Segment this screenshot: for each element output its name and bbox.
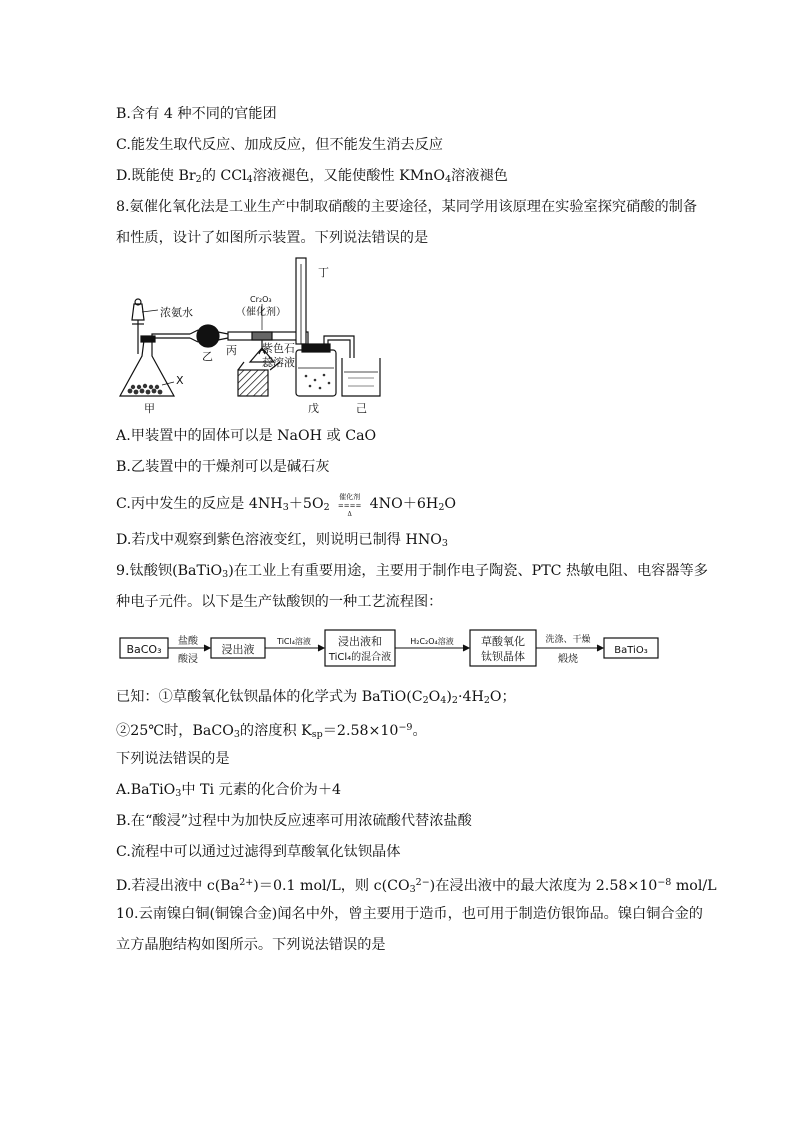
label-ammonia: 浓氨水	[160, 306, 193, 319]
q9-process-flowchart	[116, 628, 676, 674]
q9-option-b: B.在“酸浸”过程中为加快反应速率可用浓硫酸代替浓盐酸	[116, 813, 472, 829]
flow-arrow4-top: 洗涤、干燥	[545, 635, 591, 645]
flow-box-leachate: 浸出液	[221, 643, 255, 656]
flow-arrow1-top: 盐酸	[178, 636, 198, 647]
q7-option-b: B.含有 4 种不同的官能团	[116, 106, 277, 122]
q9-known-1: 已知：①草酸氧化钛钡晶体的化学式为 $BaTiO(C_2O_4)_2\cdot 4H_2O$；	[116, 689, 516, 706]
q9-stem-line1: 9.钛酸钡(BaTiO$_3$)在工业上有重要用途，主要用于制作电子陶瓷、PTC 热敏电阻、电容器等多	[116, 563, 708, 580]
q8-apparatus-diagram	[112, 254, 432, 416]
q9-option-d: D.若浸出液中 $c(Ba^{2+})=0.1$ mol/L，则 $c(CO_3^{2-})$在浸出液中的最大浓度为 $2.58\times 10^{-8}$ mol/L	[116, 877, 717, 895]
q9-option-c: C.流程中可以通过过滤得到草酸氧化钛钡晶体	[116, 844, 401, 860]
flow-box-mix-line1: 浸出液和	[338, 635, 382, 648]
q8-option-d: D.若戊中观察到紫色溶液变红，则说明已制得 $HNO_3$	[116, 532, 448, 549]
label-litmus-2: 蕊溶液	[262, 356, 295, 369]
q8-option-a: A.甲装置中的固体可以是 NaOH 或 CaO	[116, 428, 377, 444]
flow-box-crystal-line1: 草酸氧化	[481, 635, 525, 648]
label-x: X	[176, 374, 184, 387]
q10-stem-line1: 10.云南镍白铜(铜镍合金)闻名中外，曾主要用于造币，也可用于制造仿银饰品。镍白铜合金的	[116, 906, 703, 922]
q9-known-2: ②25℃时，BaCO$_3$的溶度积 $K_{sp}=2.58\times 10^{-9}$。	[116, 722, 427, 740]
q8-option-b: B.乙装置中的干燥剂可以是碱石灰	[116, 459, 330, 475]
flow-box-baco3: BaCO₃	[126, 643, 162, 656]
flow-box-crystal-line2: 钛钡晶体	[481, 650, 525, 663]
flow-arrow4-bottom: 煅烧	[558, 654, 578, 665]
label-catalyst: Cr₂O₃	[250, 295, 272, 304]
q8-stem-line1: 8.氨催化氧化法是工业生产中制取硝酸的主要途径，某同学用该原理在实验室探究硝酸的制备	[116, 199, 698, 215]
q9-option-a: A.BaTiO$_3$中 Ti 元素的化合价为＋4	[116, 782, 342, 799]
label-yi: 乙	[202, 350, 213, 363]
flow-box-batio3: BaTiO₃	[614, 645, 648, 656]
label-catalyst-note: （催化剂）	[236, 307, 286, 318]
flow-box-mix-line2: TiCl₄的混合液	[328, 652, 392, 663]
label-jia: 甲	[144, 402, 155, 415]
q7-option-c: C.能发生取代反应、加成反应，但不能发生消去反应	[116, 137, 443, 153]
flow-arrow3-top: H₂C₂O₄溶液	[410, 637, 454, 646]
flow-arrow2-top: TiCl₄溶液	[277, 637, 311, 646]
label-ding: 丁	[318, 266, 329, 279]
q9-ask: 下列说法错误的是	[116, 751, 230, 767]
label-bing: 丙	[226, 344, 237, 357]
q8-option-c: C.丙中发生的反应是 $4NH_3+5O_2$ 催化剂 ==== Δ $4NO+6H_2O$	[116, 493, 456, 518]
label-litmus-1: 紫色石	[262, 342, 295, 355]
q7-option-d: D.既能使 $Br_2$的 CCl$_4$溶液褪色，又能使酸性 KMnO$_4$溶液褪色	[116, 168, 508, 185]
label-wu: 戊	[308, 402, 319, 415]
label-ji: 己	[356, 402, 367, 415]
q10-stem-line2: 立方晶胞结构如图所示。下列说法错误的是	[116, 937, 386, 953]
q8-stem-line2: 和性质，设计了如图所示装置。下列说法错误的是	[116, 230, 429, 246]
q9-stem-line2: 种电子元件。以下是生产钛酸钡的一种工艺流程图：	[116, 594, 443, 610]
flow-arrow1-bottom: 酸浸	[178, 654, 198, 665]
